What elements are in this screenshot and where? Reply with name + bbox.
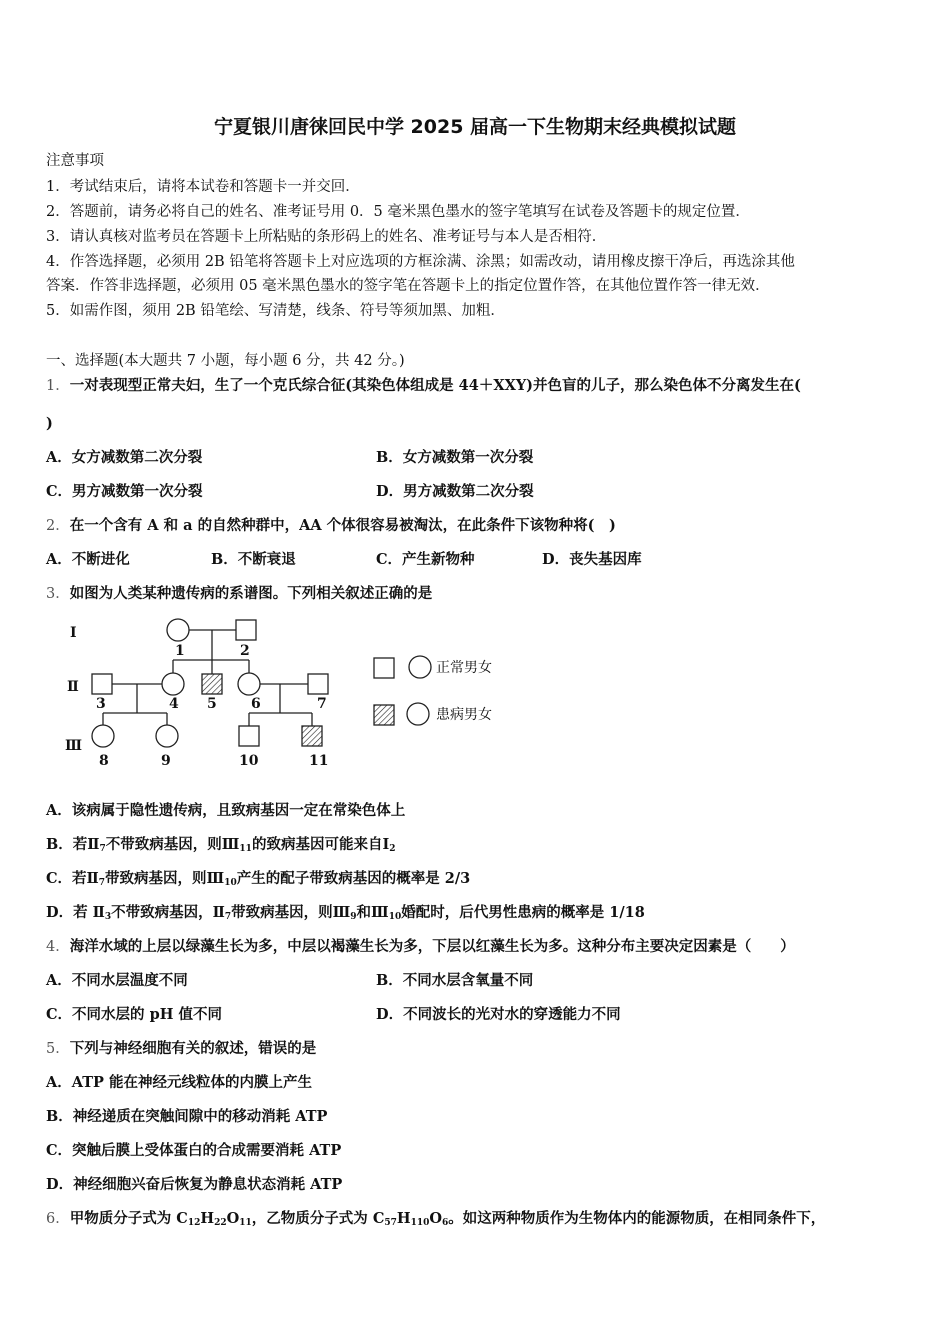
question-text: 一对表现型正常夫妇，生了一个克氏综合征(其染色体组成是 44＋XXY)并色盲的儿子，那么染色体不分离发生在( <box>69 377 801 394</box>
section-heading: 一、选择题(本大题共 7 小题，每小题 6 分，共 42 分。) <box>46 353 405 369</box>
question-number: 2． <box>46 518 70 534</box>
question-number: 4． <box>46 939 70 955</box>
individual-ii7 <box>308 674 328 694</box>
question-text: 下列与神经细胞有关的叙述，错误的是 <box>69 1040 317 1057</box>
option-c: C．若$Ⅱ_7$带致病基因，则$Ⅲ_{10}$产生的配子带致病基因的概率是 2/3 <box>46 870 471 888</box>
option-c: C．突触后膜上受体蛋白的合成需要消耗 ATP <box>46 1142 342 1159</box>
individual-label: 8 <box>99 753 109 769</box>
individual-label: 3 <box>96 696 106 712</box>
generation-label: Ⅱ <box>67 679 79 695</box>
notice-line: 3．请认真核对监考员在答题卡上所粘贴的条形码上的姓名、准考证号与本人是否相符． <box>46 229 607 245</box>
question-number: 6． <box>46 1211 70 1227</box>
legend-normal-male <box>374 658 394 678</box>
question-1-stem-end: ) <box>46 415 53 432</box>
option-b: B．女方减数第一次分裂 <box>376 449 534 466</box>
option-d: D．若 $Ⅱ_3$不带致病基因，$Ⅱ_7$带致病基因，则$Ⅲ_9$和$Ⅲ_{10}$婚配时，后代男性患病的概率是 1/18 <box>46 904 645 922</box>
generation-label: Ⅰ <box>70 625 77 641</box>
page-title: 宁夏银川唐徕回民中学 2025 届高一下生物期末经典模拟试题 <box>213 116 737 138</box>
option-d: D．不同波长的光对水的穿透能力不同 <box>376 1006 621 1023</box>
individual-label: 1 <box>175 643 185 659</box>
legend-normal-female <box>409 656 431 678</box>
question-1-stem <box>46 376 801 396</box>
option-b: B．若$Ⅱ_7$不带致病基因，则$Ⅲ_{11}$的致病基因可能来自$Ⅰ_2$ <box>46 836 396 854</box>
legend-affected-female <box>407 703 429 725</box>
individual-label: 5 <box>207 696 217 712</box>
individual-ii6 <box>238 673 260 695</box>
individual-i1 <box>167 619 189 641</box>
individual-ii4 <box>162 673 184 695</box>
individual-label: 2 <box>240 643 250 659</box>
individual-iii8 <box>92 725 114 747</box>
option-d: D．丧失基因库 <box>542 551 642 568</box>
notice-line: 2．答题前，请务必将自己的姓名、准考证号用 0．5 毫米黑色墨水的签字笔填写在试卷及答题卡的规定位置． <box>46 204 750 220</box>
legend-affected-male <box>374 705 394 725</box>
individual-label: 9 <box>161 753 171 769</box>
question-4-stem <box>46 937 795 957</box>
individual-ii3 <box>92 674 112 694</box>
notice-line: 4．作答选择题，必须用 2B 铅笔将答题卡上对应选项的方框涂满、涂黑；如需改动，请用橡皮擦干净后，再选涂其他 <box>46 254 795 270</box>
individual-label: 6 <box>251 696 261 712</box>
notice-line: 5．如需作图，须用 2B 铅笔绘、写清楚，线条、符号等须加黑、加粗． <box>46 303 505 319</box>
option-c: C．不同水层的 pH 值不同 <box>46 1006 222 1023</box>
individual-label: 10 <box>239 753 259 769</box>
question-3-stem <box>46 584 432 604</box>
notice-line: 答案．作答非选择题，必须用 05 毫米黑色墨水的签字笔在答题卡上的指定位置作答，在其他位置作答一律无效． <box>46 278 770 294</box>
option-a: A．不同水层温度不同 <box>46 972 188 989</box>
question-2-stem <box>46 516 616 536</box>
question-number: 5． <box>46 1041 70 1057</box>
notice-heading: 注意事项 <box>46 153 104 169</box>
option-d: D．神经细胞兴奋后恢复为静息状态消耗 ATP <box>46 1176 343 1193</box>
individual-iii10 <box>239 726 259 746</box>
generation-label: Ⅲ <box>65 738 83 754</box>
question-text: 如图为人类某种遗传病的系谱图。下列相关叙述正确的是 <box>69 585 433 602</box>
individual-label: 11 <box>309 753 329 769</box>
option-a: A．该病属于隐性遗传病，且致病基因一定在常染色体上 <box>46 802 406 819</box>
question-text: 在一个含有 A 和 a 的自然种群中，AA 个体很容易被淘汰，在此条件下该物种将( ) <box>69 517 616 534</box>
option-a: A．女方减数第二次分裂 <box>46 449 203 466</box>
option-a: A．ATP 能在神经元线粒体的内膜上产生 <box>46 1074 312 1091</box>
question-6-stem: 6．甲物质分子式为 $C_{12}H_{22}O_{11}$，乙物质分子式为 $C_{57}H_{110}O_6$。如这两种物质作为生物体内的能源物质，在相同条件下， <box>46 1210 826 1228</box>
option-b: B．不同水层含氧量不同 <box>376 972 534 989</box>
question-text: 海洋水域的上层以绿藻生长为多，中层以褐藻生长为多，下层以红藻生长为多。这种分布主要决定因素是（ ） <box>69 938 795 955</box>
notice-line: 1．考试结束后，请将本试卷和答题卡一并交回． <box>46 179 360 195</box>
legend-label-normal: 正常男女 <box>436 660 492 676</box>
question-number: 1． <box>46 378 70 394</box>
individual-i2 <box>236 620 256 640</box>
individual-ii5-affected <box>202 674 222 694</box>
individual-iii11-affected <box>302 726 322 746</box>
legend-label-affected: 患病男女 <box>436 707 492 723</box>
option-d: D．男方减数第二次分裂 <box>376 483 534 500</box>
option-b: B．不断衰退 <box>211 551 296 568</box>
question-5-stem <box>46 1039 316 1059</box>
individual-label: 7 <box>317 696 327 712</box>
individual-iii9 <box>156 725 178 747</box>
option-a: A．不断进化 <box>46 551 130 568</box>
individual-label: 4 <box>169 696 179 712</box>
question-number: 3． <box>46 586 70 602</box>
option-c: C．男方减数第一次分裂 <box>46 483 203 500</box>
option-c: C．产生新物种 <box>376 551 475 568</box>
option-b: B．神经递质在突触间隙中的移动消耗 ATP <box>46 1108 328 1125</box>
pedigree-diagram <box>46 610 526 780</box>
